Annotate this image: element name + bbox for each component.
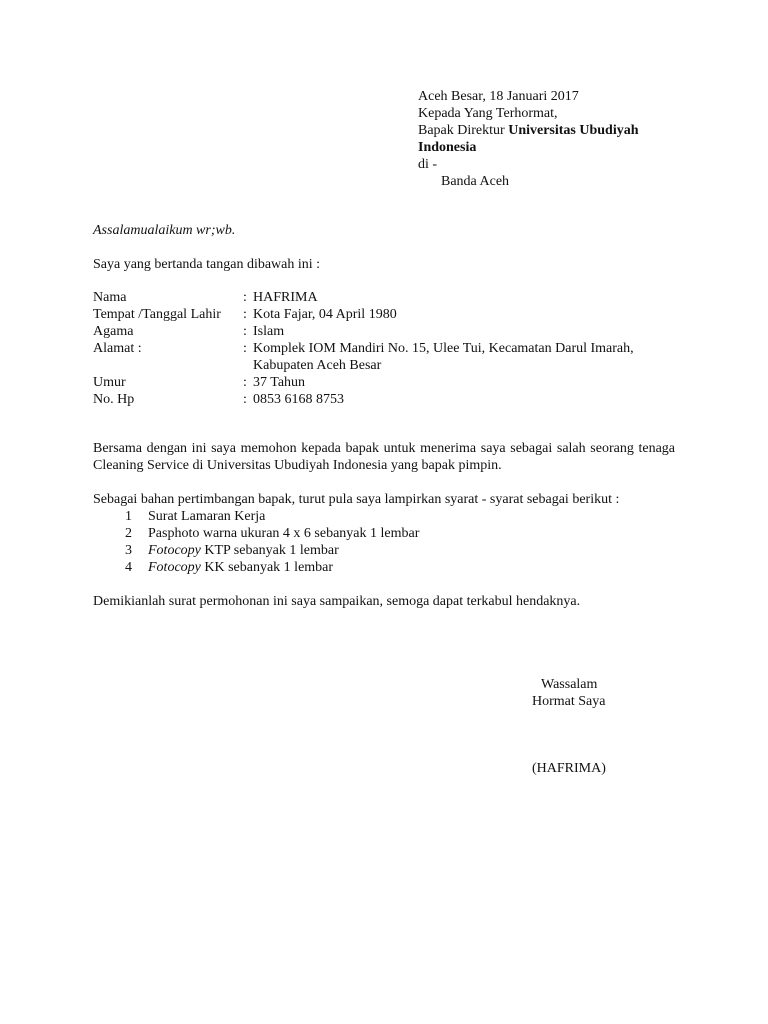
field-label: Alamat : [93,341,142,356]
field-separator: : [243,290,247,305]
place-date: Aceh Besar, 18 Januari 2017 [418,89,579,104]
field-row [93,391,693,408]
attachments-intro: Sebagai bahan pertimbangan bapak, turut pula saya lampirkan syarat - syarat sebagai berikut : [93,492,620,507]
field-label: No. Hp [93,392,135,407]
field-separator: : [243,392,247,407]
field-label: Nama [93,290,127,305]
field-row [93,374,693,391]
intro-text: Saya yang bertanda tangan dibawah ini : [93,257,321,272]
list-item [93,525,493,542]
recipient-institution-cont: Indonesia [418,140,477,155]
signoff-wassalam: Wassalam [541,677,598,692]
list-number: 4 [125,560,132,575]
list-item [93,559,493,576]
signoff-hormat: Hormat Saya [532,694,606,709]
recipient-institution: Universitas Ubudiyah [508,123,639,138]
list-text: Fotocopy KK sebanyak 1 lembar [148,560,334,575]
field-value-cont: Kabupaten Aceh Besar [253,358,382,373]
field-row [93,289,693,306]
field-value: 0853 6168 8753 [253,392,344,407]
field-row [93,340,693,374]
personal-data-fields [93,289,693,408]
city-line: Banda Aceh [441,174,510,189]
greeting: Assalamualaikum wr;wb. [93,223,236,238]
field-separator: : [243,324,247,339]
field-value: Islam [253,324,285,339]
list-item [93,542,493,559]
field-separator: : [243,307,247,322]
list-number: 1 [125,509,132,524]
recipient-line [418,122,708,139]
field-row [93,323,693,340]
closing-paragraph: Demikianlah surat permohonan ini saya sampaikan, semoga dapat terkabul hendaknya. [93,594,581,609]
field-label: Agama [93,324,134,339]
field-value: Komplek IOM Mandiri No. 15, Ulee Tui, Kecamatan Darul Imarah, [253,341,634,356]
list-text: Fotocopy KTP sebanyak 1 lembar [148,543,339,558]
field-separator: : [243,341,247,356]
recipient-prefix: Bapak Direktur [418,123,509,138]
list-text: Surat Lamaran Kerja [148,509,266,524]
field-label: Umur [93,375,126,390]
field-value: Kota Fajar, 04 April 1980 [253,307,397,322]
field-row [93,306,693,323]
recipient-address-block [418,88,708,190]
list-text: Pasphoto warna ukuran 4 x 6 sebanyak 1 lembar [148,526,420,541]
field-value: HAFRIMA [253,290,318,305]
field-label: Tempat /Tanggal Lahir [93,307,221,322]
request-paragraph: Bersama dengan ini saya memohon kepada bapak untuk menerima saya sebagai salah seorang tenaga Cleaning Service di Universitas Ubudiyah Indonesia yang bapak pimpin. [93,441,675,473]
attachments-list [93,508,493,576]
list-item [93,508,493,525]
signature-name: (HAFRIMA) [532,761,606,776]
list-number: 2 [125,526,132,541]
di-line: di - [418,157,438,172]
field-separator: : [243,375,247,390]
salutation-to: Kepada Yang Terhormat, [418,106,558,121]
list-number: 3 [125,543,132,558]
field-value: 37 Tahun [253,375,306,390]
